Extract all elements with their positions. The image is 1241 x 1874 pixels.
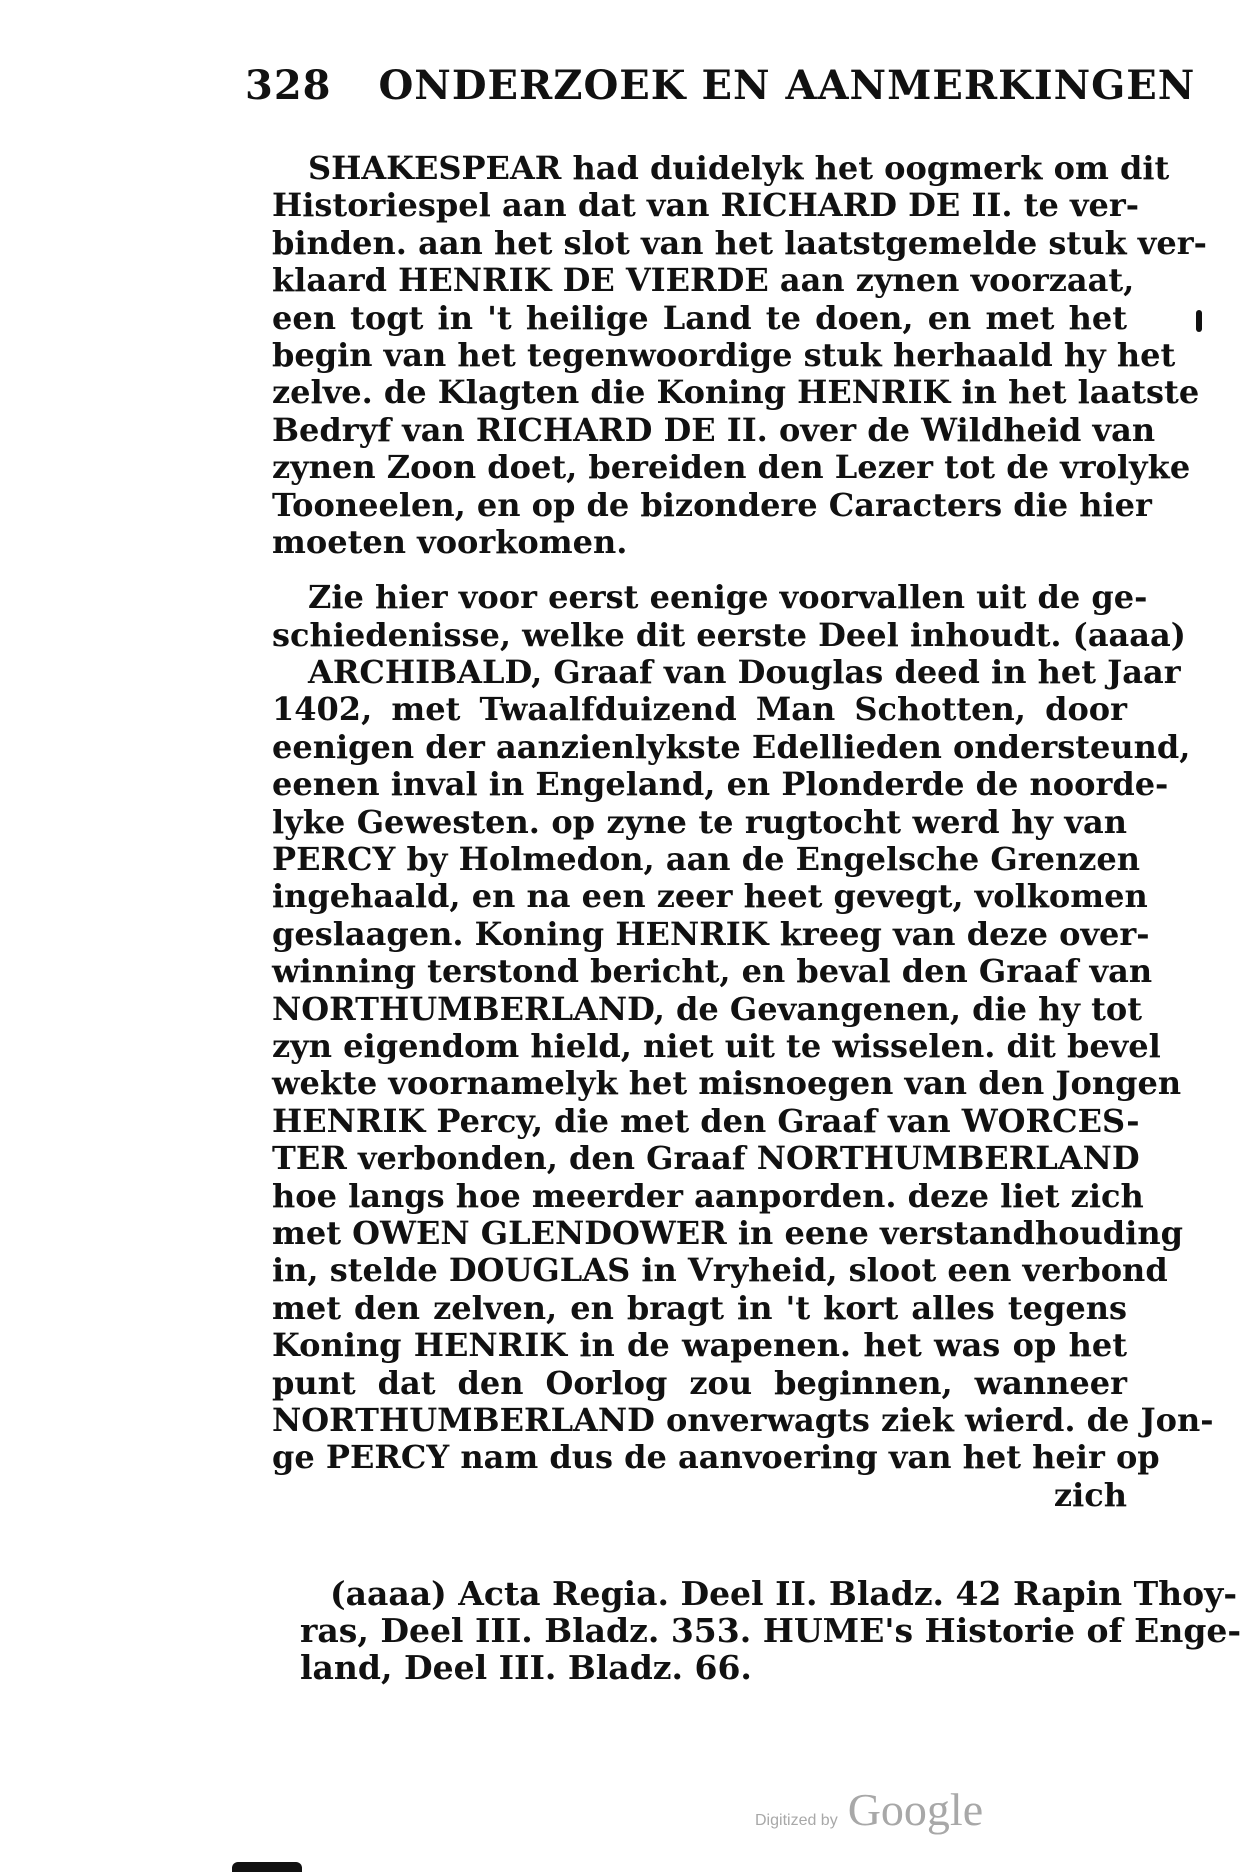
watermark-prefix: Digitized by bbox=[755, 1812, 838, 1829]
page-number: 328 bbox=[245, 62, 332, 109]
body-line: een togt in 't heilige Land te doen, en met het bbox=[272, 298, 1127, 337]
footnote bbox=[300, 1574, 1241, 1687]
body-line: Historiespel aan dat van RICHARD DE II. te ver- bbox=[272, 186, 1140, 225]
body-line: met den zelven, en bragt in 't kort alles tegens bbox=[272, 1288, 1127, 1327]
body-line: zynen Zoon doet, bereiden den Lezer tot de vrolyke bbox=[272, 448, 1191, 487]
body-line: in, stelde DOUGLAS in Vryheid, sloot een verbond bbox=[272, 1251, 1168, 1290]
body-line: Zie hier voor eerst eenige voorvallen uit de ge- bbox=[308, 578, 1148, 617]
footnote-line: (aaaa) Acta Regia. Deel II. Bladz. 42 Rapin Thoy- bbox=[330, 1574, 1238, 1613]
body-line: winning terstond bericht, en beval den Graaf van bbox=[272, 952, 1153, 991]
body-line: punt dat den Oorlog zou beginnen, wanneer bbox=[272, 1363, 1127, 1402]
scan-mark bbox=[232, 1862, 302, 1872]
body-line: SHAKESPEAR had duidelyk het oogmerk om dit bbox=[308, 149, 1170, 187]
body-line: ARCHIBALD, Graaf van Douglas deed in het Jaar bbox=[308, 653, 1181, 692]
google-logo: Google bbox=[847, 1784, 984, 1835]
footnote-line: land, Deel III. Bladz. 66. bbox=[300, 1648, 752, 1687]
body-line: ge PERCY nam dus de aanvoering van het heir op bbox=[272, 1438, 1160, 1477]
body-line: HENRIK Percy, die met den Graaf van WORCES- bbox=[272, 1101, 1140, 1140]
body-line: klaard HENRIK DE VIERDE aan zynen voorzaat, bbox=[272, 261, 1135, 300]
body-line: Tooneelen, en op de bizondere Caracters die hier bbox=[272, 485, 1152, 524]
body-line: wekte voornamelyk het misnoegen van den Jongen bbox=[272, 1064, 1182, 1103]
scan-mark bbox=[1196, 310, 1202, 332]
page-header bbox=[245, 62, 1196, 122]
body-line: met OWEN GLENDOWER in eene verstandhouding bbox=[272, 1213, 1183, 1252]
body-line: 1402, met Twaalfduizend Man Schotten, door bbox=[272, 690, 1127, 729]
footnote-line: ras, Deel III. Bladz. 353. HUME's Historie of Enge- bbox=[300, 1611, 1241, 1650]
body-line: TER verbonden, den Graaf NORTHUMBERLAND bbox=[272, 1139, 1140, 1178]
body-line: binden. aan het slot van het laatstgemelde stuk ver- bbox=[272, 223, 1207, 262]
body-line: Koning HENRIK in de wapenen. het was op het bbox=[272, 1326, 1127, 1365]
body-line: geslaagen. Koning HENRIK kreeg van deze over- bbox=[272, 914, 1150, 953]
body-line: begin van het tegenwoordige stuk herhaald hy het bbox=[272, 335, 1176, 374]
body-line: lyke Gewesten. op zyne te rugtocht werd hy van bbox=[272, 802, 1127, 841]
body-line: eenigen der aanzienlykste Edellieden ondersteund, bbox=[272, 727, 1191, 766]
body-line: eenen inval in Engeland, en Plonderde de noorde- bbox=[272, 765, 1169, 804]
body-line: ingehaald, en na een zeer heet gevegt, volkomen bbox=[272, 877, 1148, 916]
body-text bbox=[272, 149, 1214, 1514]
running-title: ONDERZOEK EN AANMERKINGEN bbox=[378, 62, 1196, 109]
body-line: zelve. de Klagten die Koning HENRIK in het laatste bbox=[272, 373, 1200, 412]
body-line: schiedenisse, welke dit eerste Deel inhoudt. (aaaa) bbox=[272, 615, 1186, 654]
body-line: zich bbox=[1053, 1475, 1127, 1514]
body-line: zyn eigendom hield, niet uit te wisselen. dit bevel bbox=[272, 1026, 1161, 1065]
paragraph-gap bbox=[272, 561, 1127, 579]
digitized-watermark bbox=[755, 1783, 983, 1836]
body-line: hoe langs hoe meerder aanporden. deze liet zich bbox=[272, 1176, 1144, 1215]
body-line: Bedryf van RICHARD DE II. over de Wildheid van bbox=[272, 410, 1156, 449]
body-line: NORTHUMBERLAND, de Gevangenen, die hy tot bbox=[272, 989, 1143, 1028]
body-line: PERCY by Holmedon, aan de Engelsche Grenzen bbox=[272, 840, 1140, 879]
body-line: NORTHUMBERLAND onverwagts ziek wierd. de Jon- bbox=[272, 1400, 1214, 1439]
body-line: moeten voorkomen. bbox=[272, 522, 628, 561]
